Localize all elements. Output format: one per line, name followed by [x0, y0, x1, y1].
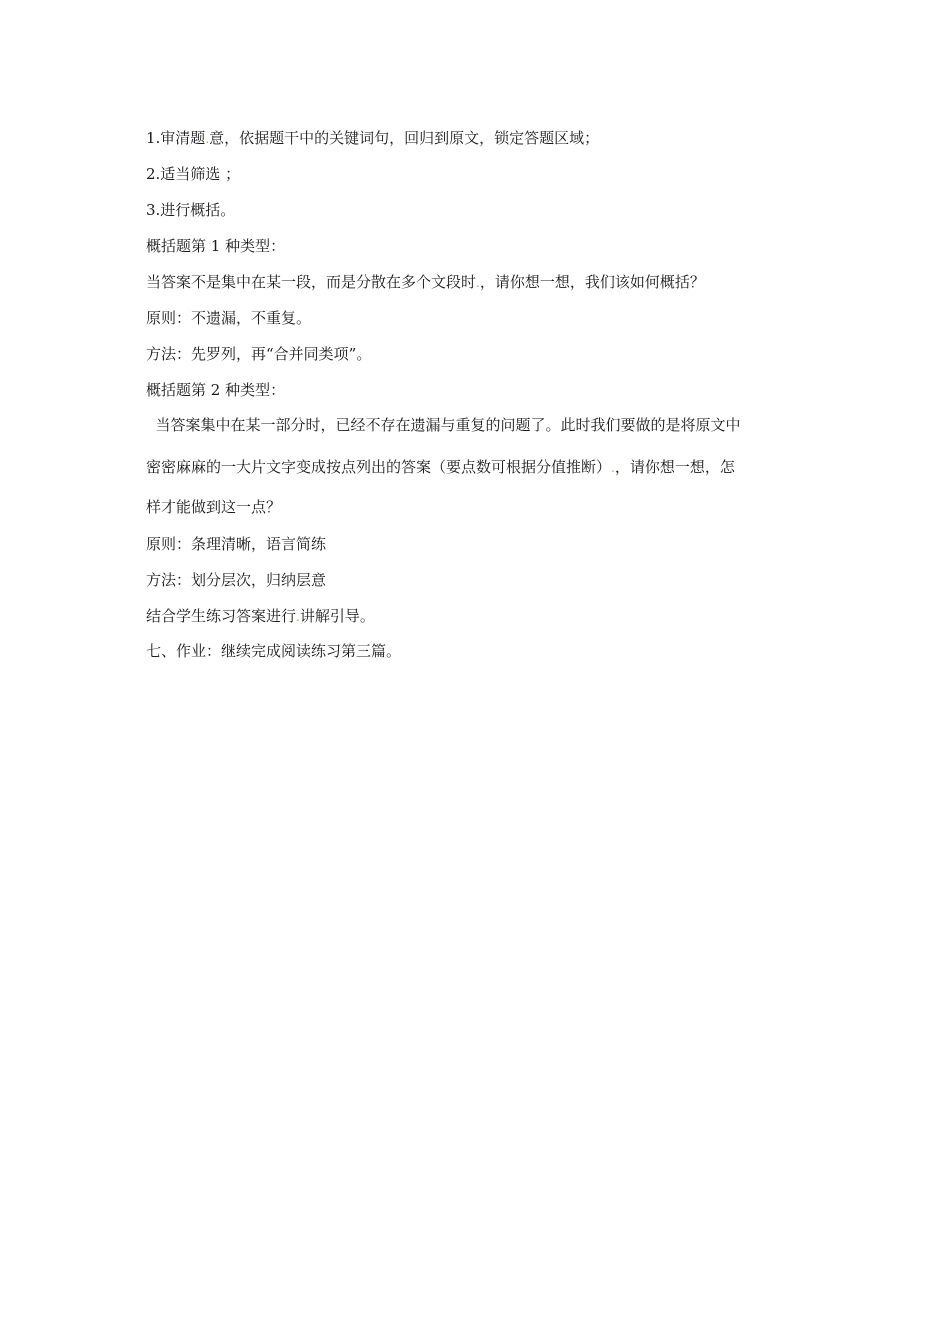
line-13: 方法：划分层次，归纳层意: [146, 571, 327, 589]
line-6: 原则：不遗漏，不重复。: [146, 309, 312, 327]
line-3: 3.进行概括。: [146, 201, 236, 219]
line-15: 七、作业：继续完成阅读练习第三篇。: [146, 642, 402, 660]
dot-mark: .: [476, 276, 480, 290]
line-4: 概括题第 1 种类型：: [146, 237, 286, 255]
dot-mark: .: [296, 610, 300, 624]
line-8: 概括题第 2 种类型：: [146, 381, 286, 399]
dot-mark: .: [611, 461, 615, 475]
line-12: 原则：条理清晰，语言简练: [146, 535, 327, 553]
line-10: 密密麻麻的一大片文字变成按点列出的答案（要点数可根据分值推断）.，请你想一想，怎: [146, 458, 735, 476]
line-5: 当答案不是集中在某一段，而是分散在多个文段时.，请你想一想，我们该如何概括？: [146, 273, 705, 291]
line-7: 方法：先罗列，再“合并同类项”。: [146, 345, 372, 363]
line-2: 2.适当筛选 ；: [146, 165, 241, 183]
line-14: 结合学生练习答案进行.讲解引导。: [146, 607, 375, 625]
line-1: 1.审清题.意，依据题干中的关键词句，回归到原文，锁定答题区域；: [146, 129, 600, 147]
dot-mark: .: [205, 132, 210, 146]
line-9: 当答案集中在某一部分时，已经不存在遗漏与重复的问题了。此时我们要做的是将原文中: [146, 416, 741, 434]
line-11: 样才能做到这一点？: [146, 498, 282, 516]
